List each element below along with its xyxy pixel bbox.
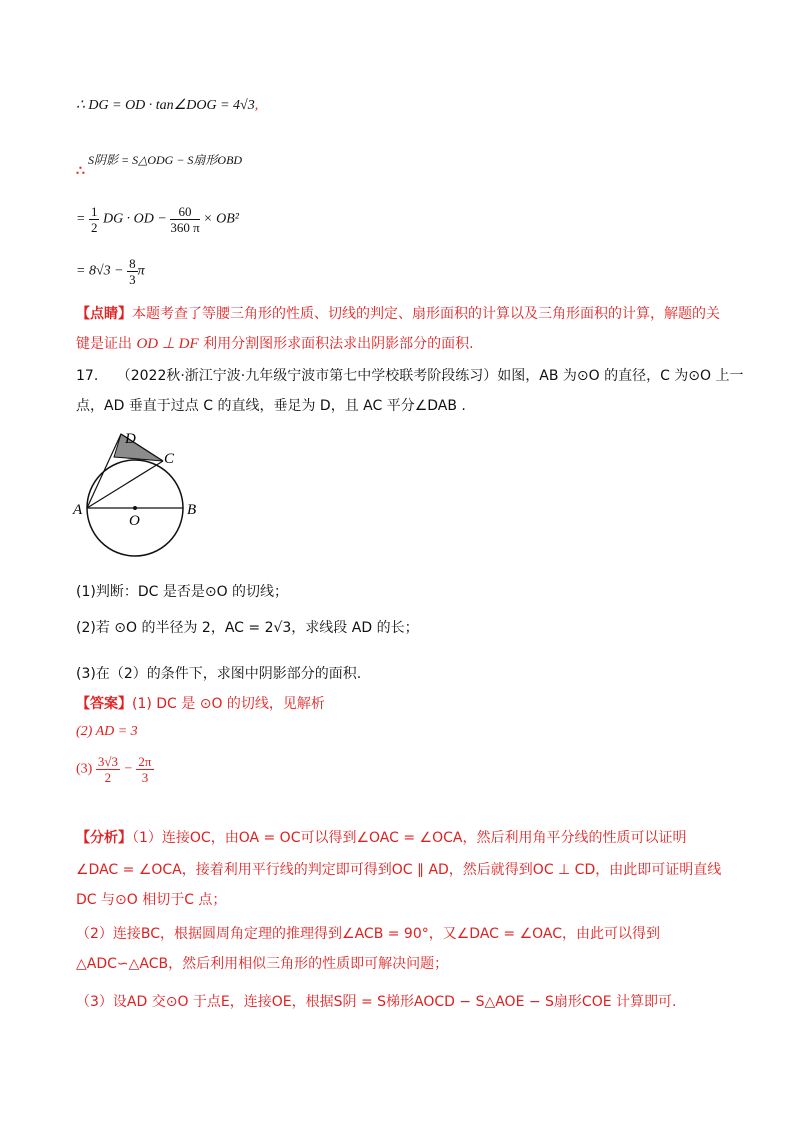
answer-line-2: (2) AD = 3 — [76, 724, 138, 739]
analysis-line-4: （2）连接BC，根据圆周角定理的推理得到∠ACB = 90°，又∠DAC = ∠OAC，由此可以得到 — [76, 926, 660, 942]
therefore-symbol: ∴ — [76, 164, 85, 179]
answer-label: 【答案】 — [76, 696, 132, 712]
question-1: (1)判断：DC 是否是⊙O 的切线； — [76, 584, 289, 600]
calc-line-1: = $\frac{1}{2}$ DG · OD − $\frac{60}{360 \pi}$ × OB² — [76, 204, 239, 235]
comment-line-1: 【点睛】本题考查了等腰三角形的性质、切线的判定、扇形面积的计算以及三角形面积的计算，解题的关 — [76, 306, 720, 322]
question-2: (2)若 ⊙O 的半径为 2，AC = 2√3，求线段 AD 的长； — [76, 620, 419, 636]
analysis-line-1: 【分析】（1）连接OC，由OA = OC可以得到∠OAC = ∠OCA，然后利用角平分线的性质可以证明 — [76, 830, 687, 846]
center-point — [133, 506, 137, 510]
analysis-line-2: ∠DAC = ∠OCA，接着利用平行线的判定即可得到OC ∥ AD，然后就得到OC ⊥ CD，由此即可证明直线 — [76, 862, 722, 878]
answer-fraction-2: $\frac{2\pi}{3}$ — [138, 754, 152, 785]
shaded-area-formula: ∴ S阴影 = S△ODG − S扇形OBD — [76, 150, 242, 171]
answer-fraction-1: $\frac{3√3}{2}$ — [97, 754, 118, 785]
label-b: B — [187, 502, 197, 518]
geometry-figure — [70, 428, 210, 568]
problem-17-line-1: 17. （2022秋·浙江宁波·九年级宁波市第七中学校联考阶段练习）如图，AB 为⊙O 的直径，C 为⊙O 上一 — [76, 368, 744, 384]
fraction-half: $\frac{1}{2}$ — [90, 204, 98, 235]
label-o: O — [129, 513, 140, 529]
analysis-line-3: DC 与⊙O 相切于C 点； — [76, 892, 227, 908]
problem-number: 17. — [76, 368, 99, 384]
problem-17-line-2: 点，AD 垂直于过点 C 的直线，垂足为 D，且 AC 平分∠DAB . — [76, 398, 466, 414]
question-3: (3)在（2）的条件下，求图中阴影部分的面积. — [76, 666, 362, 682]
label-a: A — [73, 502, 83, 518]
label-d: D — [125, 431, 136, 447]
answer-line-3: (3) $\frac{3√3}{2}$ − $\frac{2\pi}{3}$ — [76, 754, 152, 785]
analysis-line-6: （3）设AD 交⊙O 于点E，连接OE，根据S阴 = S梯形AOCD − S△AOE − S扇形COE 计算即可. — [76, 994, 677, 1010]
comment-line-2: 键是证出 OD ⊥ DF 利用分割图形求面积法求出阴影部分的面积. — [76, 336, 474, 352]
answer-line-1: 【答案】(1) DC 是 ⊙O 的切线，见解析 — [76, 696, 325, 712]
problem-source: （2022秋·浙江宁波·九年级宁波市第七中学校联考阶段练习） — [116, 368, 498, 384]
red-comma: , — [254, 98, 259, 113]
comment-label: 【点睛】 — [76, 306, 132, 322]
analysis-label: 【分析】 — [76, 830, 132, 846]
fraction-60-360: $\frac{60}{360 \pi}$ — [170, 204, 200, 235]
label-c: C — [164, 451, 175, 467]
analysis-line-5: △ADC∽△ACB，然后利用相似三角形的性质即可解决问题； — [76, 956, 449, 972]
fraction-8-3: $\frac{8}{3}$ — [129, 256, 136, 287]
calc-line-2: = 8√3 − $\frac{8}{3}$ π — [76, 256, 145, 287]
dg-equation: ∴ DG = OD · tan∠DOG = 4√3, — [76, 98, 259, 113]
